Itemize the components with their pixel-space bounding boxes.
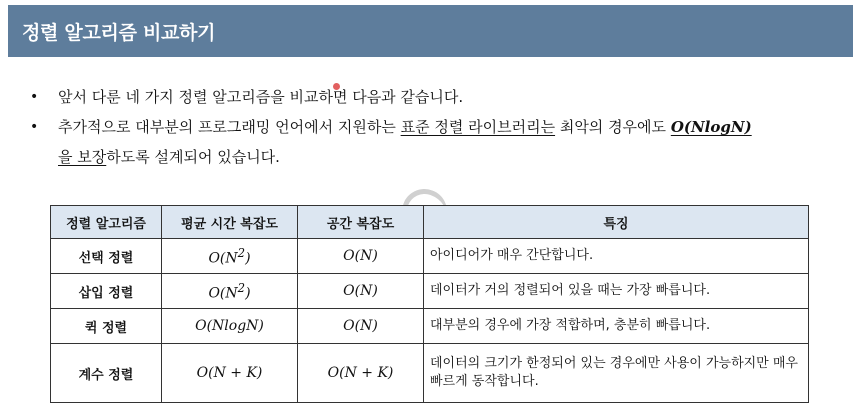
- bullet-dot-icon: •: [30, 89, 39, 105]
- column-header: 공간 복잡도: [298, 206, 424, 239]
- bullet-text-part: 하도록 설계되어 있습니다.: [106, 148, 280, 166]
- algorithm-cell: 삽입 정렬: [51, 274, 162, 309]
- table-row: [51, 239, 809, 274]
- column-header: 평균 시간 복잡도: [162, 206, 298, 239]
- column-header: 정렬 알고리즘: [51, 206, 162, 239]
- complexity-formula: O(NlogN): [670, 118, 752, 136]
- bullet-list: [30, 82, 850, 172]
- time-complexity-cell: $O(N^2)$: [162, 239, 298, 274]
- algorithm-cell: 선택 정렬: [51, 239, 162, 274]
- table-row: [51, 309, 809, 344]
- underlined-phrase: 표준 정렬 라이브러리는: [400, 118, 556, 136]
- time-complexity-cell: $O(N^2)$: [162, 274, 298, 309]
- space-complexity-cell: O(N): [298, 274, 424, 309]
- space-complexity-cell: O(N): [298, 309, 424, 344]
- table-header-row: [51, 206, 809, 239]
- feature-cell: 대부분의 경우에 가장 적합하며, 충분히 빠릅니다.: [424, 309, 809, 344]
- feature-cell: 아이디어가 매우 간단합니다.: [424, 239, 809, 274]
- underlined-phrase: 을 보장: [58, 148, 107, 166]
- bullet-item: [30, 82, 850, 112]
- slide-title: 정렬 알고리즘 비교하기: [22, 21, 216, 44]
- time-complexity-cell: O(NlogN): [162, 309, 298, 344]
- space-complexity-cell: O(N): [298, 239, 424, 274]
- feature-cell: 데이터가 거의 정렬되어 있을 때는 가장 빠릅니다.: [424, 274, 809, 309]
- table-row: [51, 344, 809, 403]
- column-header: 특징: [424, 206, 809, 239]
- bullet-text: [58, 112, 850, 172]
- bullet-text-part: 추가적으로 대부분의 프로그래밍 언어에서 지원하는: [58, 118, 401, 136]
- comparison-table: [50, 205, 809, 403]
- algorithm-cell: 계수 정렬: [51, 344, 162, 403]
- bullet-text: 앞서 다룬 네 가지 정렬 알고리즘을 비교하면 다음과 같습니다.: [58, 88, 464, 106]
- slide-title-bar: [8, 5, 853, 57]
- bullet-text-part: 최악의 경우에도: [555, 118, 671, 136]
- bullet-dot-icon: •: [30, 119, 39, 135]
- bullet-item: [30, 112, 850, 172]
- algorithm-cell: 퀵 정렬: [51, 309, 162, 344]
- time-complexity-cell: O(N + K): [162, 344, 298, 403]
- feature-cell: 데이터의 크기가 한정되어 있는 경우에만 사용이 가능하지만 매우 빠르게 동작합니다.: [424, 344, 809, 403]
- space-complexity-cell: O(N + K): [298, 344, 424, 403]
- table-row: [51, 274, 809, 309]
